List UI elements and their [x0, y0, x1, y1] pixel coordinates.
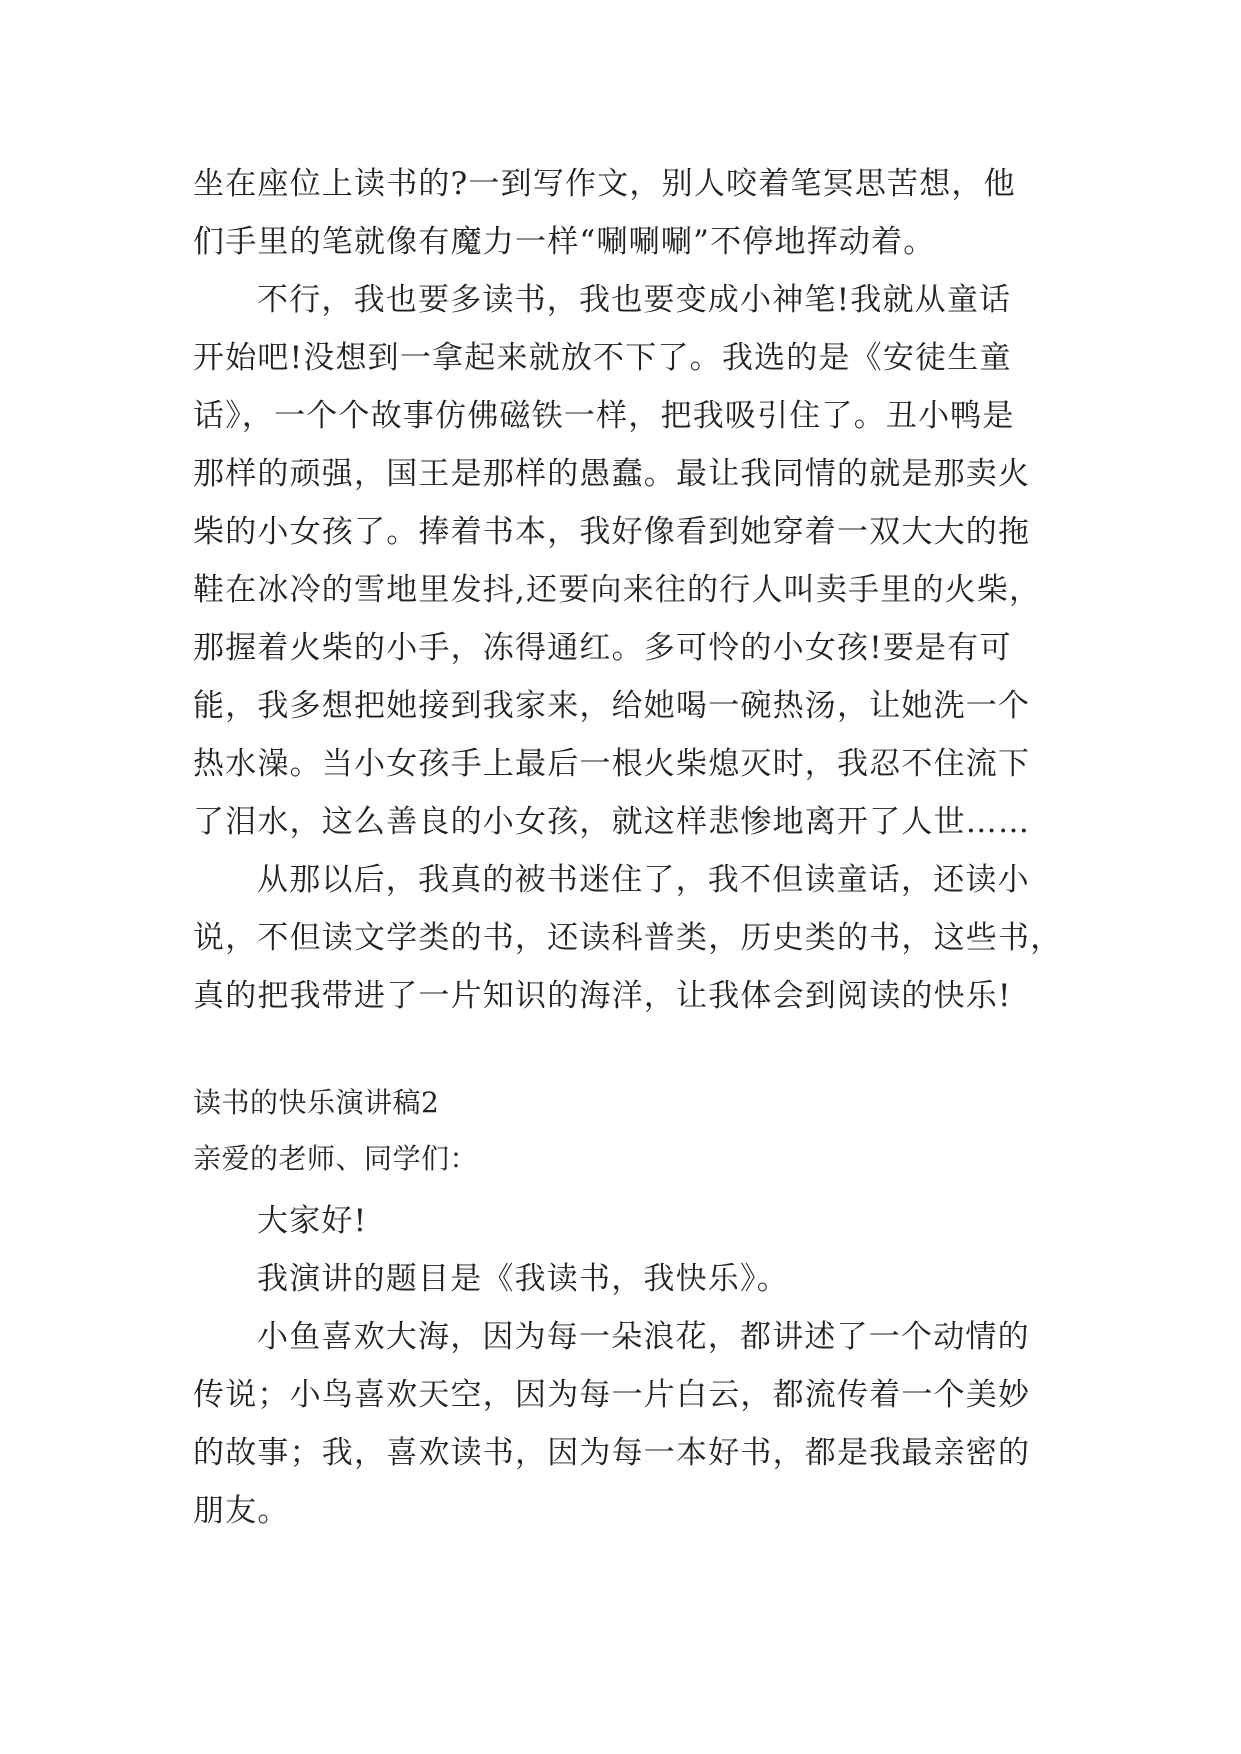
paragraph-start-line: 不行，我也要多读书，我也要变成小神笔!我就从童话	[257, 282, 1012, 318]
paragraph-start-line: 小鱼喜欢大海，因为每一朵浪花，都讲述了一个动情的	[257, 1319, 1030, 1355]
speech-topic-line: 我演讲的题目是《我读书，我快乐》。	[257, 1261, 789, 1297]
greeting-line: 大家好!	[257, 1203, 368, 1239]
text-line: 朋友。	[193, 1493, 290, 1529]
text-line: 鞋在冰冷的雪地里发抖,还要向来往的行人叫卖手里的火柴，	[193, 572, 1042, 608]
section-title: 读书的快乐演讲稿2	[193, 1086, 440, 1119]
text-line: 传说；小鸟喜欢天空，因为每一片白云，都流传着一个美妙	[193, 1377, 1031, 1413]
text-line: 的故事；我，喜欢读书，因为每一本好书，都是我最亲密的	[193, 1435, 1031, 1471]
text-line: 话》，一个个故事仿佛磁铁一样，把我吸引住了。丑小鸭是	[193, 398, 1015, 434]
text-line: 能，我多想把她接到我家来，给她喝一碗热汤，让她洗一个	[193, 688, 1031, 724]
text-line: 说，不但读文学类的书，还读科普类，历史类的书，这些书，	[193, 920, 1063, 956]
text-line: 那握着火柴的小手，冻得通红。多可怜的小女孩!要是有可	[193, 630, 1012, 666]
text-line: 柴的小女孩了。捧着书本，我好像看到她穿着一双大大的拖	[193, 514, 1031, 550]
salutation: 亲爱的老师、同学们：	[193, 1142, 479, 1175]
text-line: 那样的顽强，国王是那样的愚蠢。最让我同情的就是那卖火	[193, 456, 1031, 492]
text-line: 真的把我带进了一片知识的海洋，让我体会到阅读的快乐!	[193, 978, 1012, 1014]
text-line: 热水澡。当小女孩手上最后一根火柴熄灭时，我忍不住流下	[193, 746, 1031, 782]
text-line: 开始吧!没想到一拿起来就放不下了。我选的是《安徒生童	[193, 340, 1012, 376]
text-line: 了泪水，这么善良的小女孩，就这样悲惨地离开了人世……	[193, 804, 1031, 840]
text-line: 们手里的笔就像有魔力一样“唰唰唰”不停地挥动着。	[193, 224, 936, 260]
text-line: 坐在座位上读书的?一到写作文，别人咬着笔冥思苦想，他	[193, 166, 1016, 202]
paragraph-start-line: 从那以后，我真的被书迷住了，我不但读童话，还读小	[257, 862, 1030, 898]
